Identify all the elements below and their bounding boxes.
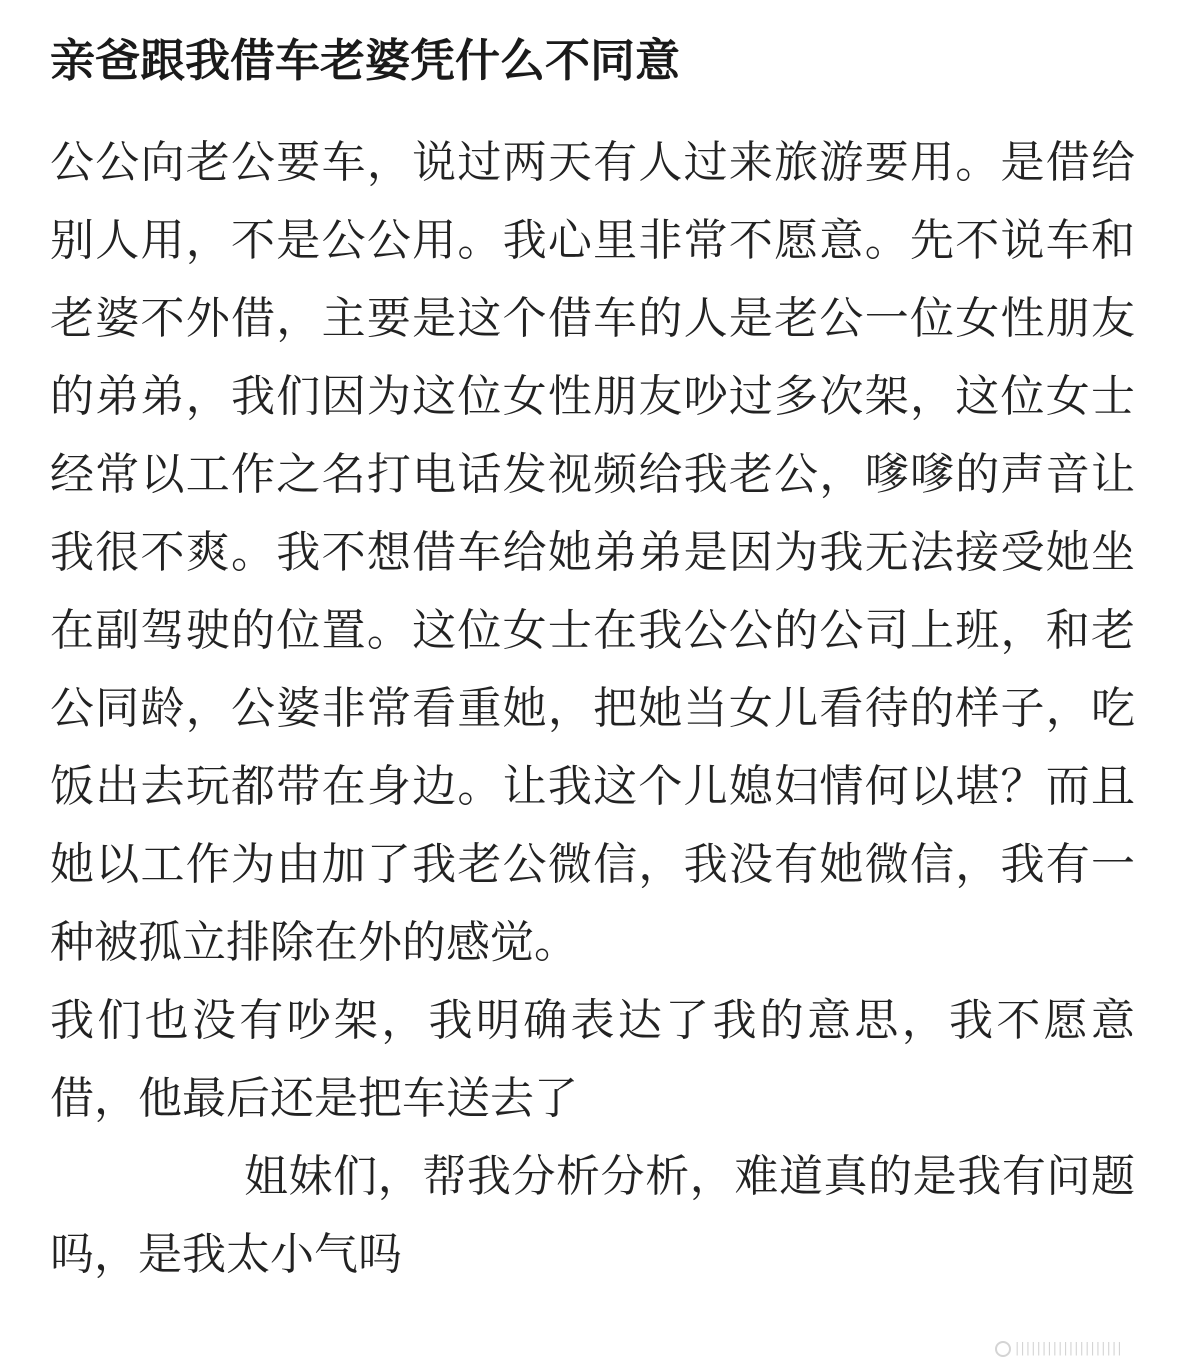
post-title: 亲爸跟我借车老婆凭什么不同意 [50, 34, 681, 87]
watermark [995, 1341, 1123, 1357]
post-paragraph: 我们也没有吵架，我明确表达了我的意思，我不愿意借，他最后还是把车送去了 [50, 995, 1135, 1124]
post-body [50, 124, 1135, 1294]
post-paragraph: 姐妹们，帮我分析分析，难道真的是我有问题吗，是我太小气吗 [50, 1151, 1135, 1280]
logo-circle-icon [995, 1341, 1011, 1357]
watermark-text: |||||||||||||||||||| [1015, 1341, 1123, 1356]
post-paragraph: 公公向老公要车，说过两天有人过来旅游要用。是借给别人用，不是公公用。我心里非常不愿意。先不说车和老婆不外借，主要是这个借车的人是老公一位女性朋友的弟弟，我们因为这位女性朋友吵过多次架，这位女士经常以工作之名打电话发视频给我老公，嗲嗲的声音让我很不爽。我不想借车给她弟弟是因为我无法接受她坐在副驾驶的位置。这位女士在我公公的公司上班，和老公同龄，公婆非常看重她，把她当女儿看待的样子，吃饭出去玩都带在身边。让我这个儿媳妇情何以堪？而且她以工作为由加了我老公微信，我没有她微信，我有一种被孤立排除在外的感觉。 [50, 137, 1135, 968]
post [50, 30, 1135, 1294]
